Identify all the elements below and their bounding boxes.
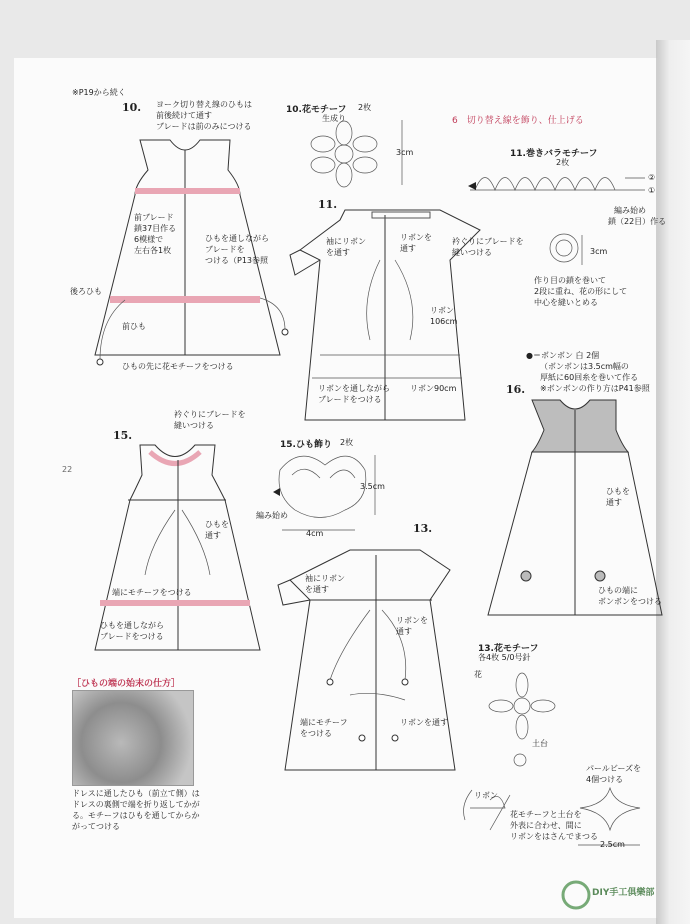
s15-neck-1: 衿ぐりにブレードを: [174, 410, 246, 419]
s11-len-2: 106cm: [430, 317, 458, 326]
s10-note-3: ブレードは前のみにつける: [156, 122, 252, 131]
s11-neck-2: 縫いつける: [452, 248, 492, 257]
s16-pompom-2: （ボンボンは3.5cm幅の: [540, 362, 629, 371]
motif10-size: 3cm: [396, 148, 414, 157]
section-13-number: 13.: [413, 522, 433, 535]
motif13-beads-1: パールビーズを: [586, 764, 642, 773]
section-15-number: 15.: [113, 429, 133, 442]
motif13-asm-3: リボンをはさんでまつる: [510, 832, 598, 841]
motif13-base: 土台: [532, 739, 548, 748]
s10-braid-4: 左右各1枚: [134, 246, 172, 255]
motif11-title: 11.巻きバラモチーフ: [510, 149, 598, 159]
s13-ribbon-1: リボンを: [396, 616, 428, 625]
motif11-arrow1: ①: [648, 186, 656, 195]
s13-sleeve-2: を通す: [305, 585, 329, 594]
s16-pompom-4: ※ボンボンの作り方はP41参照: [540, 384, 650, 393]
cordbox-photo: [72, 690, 194, 786]
cordbox-text-4: がってつける: [72, 822, 120, 831]
cordbox-title: ［ひもの端の始末の仕方］: [72, 679, 181, 689]
s11-neck-1: 衿ぐりにブレードを: [452, 237, 524, 246]
s10-braid-1: 前ブレード: [134, 213, 174, 222]
s10-braid-2: 鎖37目作る: [134, 224, 177, 233]
section-16-number: 16.: [506, 383, 526, 396]
s13-ribbon-2: 通す: [396, 627, 412, 636]
s16-end-2: ボンボンをつける: [598, 597, 662, 606]
s11-sleeve-1: 袖にリボン: [326, 237, 366, 246]
motif10-count: 2枚: [358, 103, 372, 112]
s10-pass-3: つける（P13参照: [205, 256, 269, 265]
motif13-asm-1: 花モチーフと土台を: [510, 810, 582, 819]
motif11-inst-1: 作り目の鎖を巻いて: [534, 276, 606, 285]
s16-end-1: ひもの端に: [598, 586, 638, 595]
motif13-size: 2.5cm: [600, 840, 625, 849]
section-11-number: 11.: [318, 198, 338, 211]
cordbox-text-2: ドレスの裏側で端を折り返してかが: [72, 800, 200, 809]
s15-cord-2: 通す: [205, 531, 221, 540]
cord15-size-w: 4cm: [306, 529, 324, 538]
page-number: 22: [62, 465, 73, 474]
continued-note: ※P19から続く: [72, 88, 126, 97]
s13-sleeve-1: 袖にリボン: [305, 574, 345, 583]
logo-text: DIY手工俱樂部: [592, 888, 655, 898]
motif11-arrow2: ②: [648, 173, 656, 182]
cord15-count: 2枚: [340, 438, 354, 447]
s13-ribbon-pass2: リボンを通す: [400, 718, 448, 727]
s15-braid-1: ひもを通しながら: [100, 621, 164, 630]
cordbox-text-3: る。モチーフはひもを通してからか: [72, 811, 200, 820]
motif13-ribbon: リボン: [474, 791, 498, 800]
s16-pompom-1: ●＝ボンボン 白 2個: [526, 351, 600, 360]
motif11-inst-2: 2段に重ね、花の形にして: [534, 287, 628, 296]
s15-neck-2: 縫いつける: [174, 421, 214, 430]
s16-pompom-3: 厚紙に60回糸を巻いて作る: [540, 373, 639, 382]
motif11-size: 3cm: [590, 247, 608, 256]
motif10-sub: 生成り: [322, 114, 346, 123]
motif11-start-1: 編み始め: [614, 206, 646, 215]
section-10-number: 10.: [122, 101, 142, 114]
s16-cord-2: 通す: [606, 498, 622, 507]
motif13-beads-2: 4個つける: [586, 775, 624, 784]
s11-ribbon-2: 通す: [400, 244, 416, 253]
s16-cord-1: ひもを: [606, 487, 630, 496]
s11-braid-1: リボンを通しながら: [318, 384, 390, 393]
s10-back-cord: 後ろひも: [70, 287, 102, 296]
cord15-size-h: 3.5cm: [360, 482, 385, 491]
motif13-asm-2: 外表に合わせ、間に: [510, 821, 582, 830]
cord15-title: 15.ひも飾り: [280, 440, 332, 450]
s11-braid-2: ブレードをつける: [318, 395, 382, 404]
motif13-title: 13.花モチーフ: [478, 644, 539, 654]
watermark-logo: [560, 876, 670, 914]
motif13-count: 各4枚 5/0号針: [478, 653, 531, 662]
s10-front-cord: 前ひも: [122, 322, 146, 331]
s15-motif-end: 端にモチーフをつける: [112, 588, 192, 597]
s10-note-1: ヨーク切り替え線のひもは: [156, 100, 252, 109]
step6-title: 6 切り替え線を飾り、仕上げる: [452, 116, 584, 126]
s10-flower-end: ひもの先に花モチーフをつける: [122, 362, 234, 371]
motif11-count: 2枚: [556, 158, 570, 167]
s11-ribbon90: リボン90cm: [410, 384, 457, 393]
motif13-flower: 花: [474, 670, 482, 679]
s15-braid-2: ブレードをつける: [100, 632, 164, 641]
s10-pass-2: ブレードを: [205, 245, 245, 254]
motif10-title: 10.花モチーフ: [286, 105, 347, 115]
s13-end-1: 端にモチーフ: [300, 718, 348, 727]
s11-sleeve-2: を通す: [326, 248, 350, 257]
s13-end-2: をつける: [300, 729, 332, 738]
cord15-start: 編み始め: [256, 511, 288, 520]
motif11-inst-3: 中心を縫いとめる: [534, 298, 598, 307]
motif11-start-2: 鎖（22目）作る: [608, 217, 667, 226]
s10-note-2: 前後続けて通す: [156, 111, 212, 120]
s10-braid-3: 6模様で: [134, 235, 164, 244]
cordbox-text-1: ドレスに通したひも（前立て側）は: [72, 789, 200, 798]
s11-ribbon-1: リボンを: [400, 233, 432, 242]
s15-cord-1: ひもを: [205, 520, 229, 529]
s10-pass-1: ひもを通しながら: [205, 234, 269, 243]
s11-len-1: リボン: [430, 306, 454, 315]
